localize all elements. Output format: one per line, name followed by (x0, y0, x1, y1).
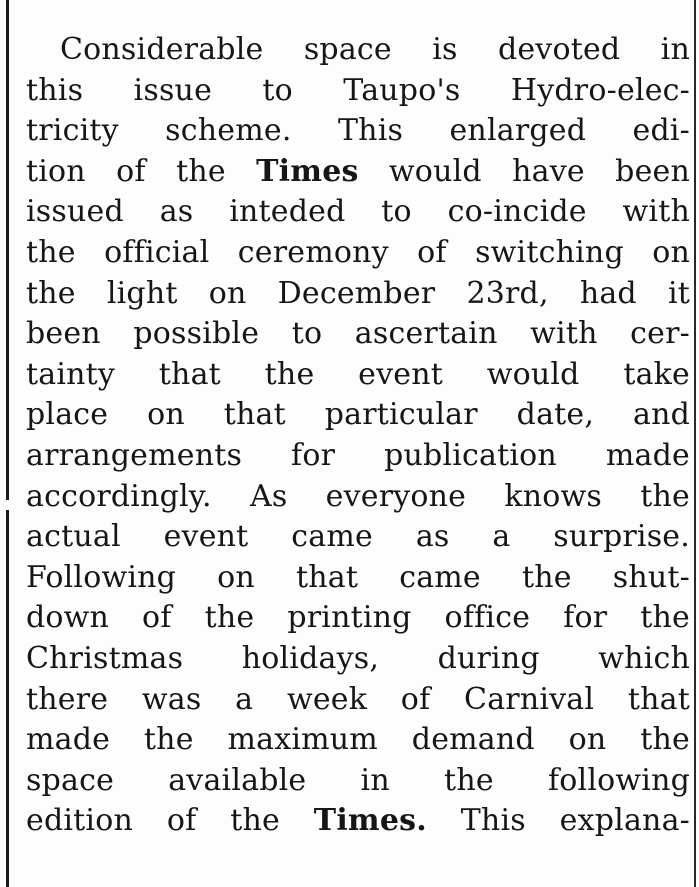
article-text: Considerable space is devoted in (60, 32, 690, 67)
article-line (26, 598, 690, 639)
article-line (26, 477, 690, 518)
column-rule-left-lower (6, 510, 9, 887)
article-text: down of the printing office for the (26, 600, 690, 636)
article-line (26, 192, 690, 233)
article-text: the official ceremony of switching on (26, 234, 690, 270)
article-text: been possible to ascertain with cer- (26, 316, 690, 352)
article-text: accordingly. As everyone knows the (26, 478, 690, 514)
newspaper-name: Times (256, 153, 359, 189)
article-line (26, 152, 690, 193)
article-line (26, 355, 690, 396)
article-text: Christmas holidays, during which (26, 640, 690, 676)
article-text: This explana- (426, 803, 690, 839)
article-line (26, 111, 690, 152)
column-rule-right (694, 0, 696, 887)
article-text: there was a week of Carnival that (26, 681, 690, 717)
column-rule-left-upper (6, 0, 9, 500)
article-line (26, 395, 690, 436)
article-text: arrangements for publication made (26, 437, 690, 473)
article-line (26, 71, 690, 112)
article-line (26, 558, 690, 599)
article-text: would have been (358, 153, 690, 189)
article-paragraph (26, 30, 690, 842)
article-text: edition of the (26, 803, 314, 839)
article-line (26, 720, 690, 761)
article-line (26, 233, 690, 274)
article-text: tion of the (26, 153, 257, 189)
article-text: the light on December 23rd, had it (26, 275, 690, 311)
article-text: place on that particular date, and (26, 397, 690, 433)
article-line (26, 314, 690, 355)
article-line (26, 639, 690, 680)
article-text: tainty that the event would take (26, 356, 690, 392)
newspaper-name: Times. (313, 803, 427, 839)
article-text: Following on that came the shut- (26, 559, 690, 595)
article-line (26, 30, 690, 71)
article-line (26, 274, 690, 315)
article-text: issued as inteded to co-incide with (26, 194, 690, 230)
article-text: tricity scheme. This enlarged edi- (26, 113, 690, 149)
article-line (26, 680, 690, 721)
article-line (26, 801, 690, 842)
article-text: actual event came as a surprise. (26, 519, 690, 555)
article-line (26, 761, 690, 802)
article-text: made the maximum demand on the (26, 722, 690, 758)
article-text: space available in the following (26, 762, 690, 798)
article-line (26, 517, 690, 558)
article-line (26, 436, 690, 477)
article-text: this issue to Taupo's Hydro-elec- (26, 72, 690, 108)
